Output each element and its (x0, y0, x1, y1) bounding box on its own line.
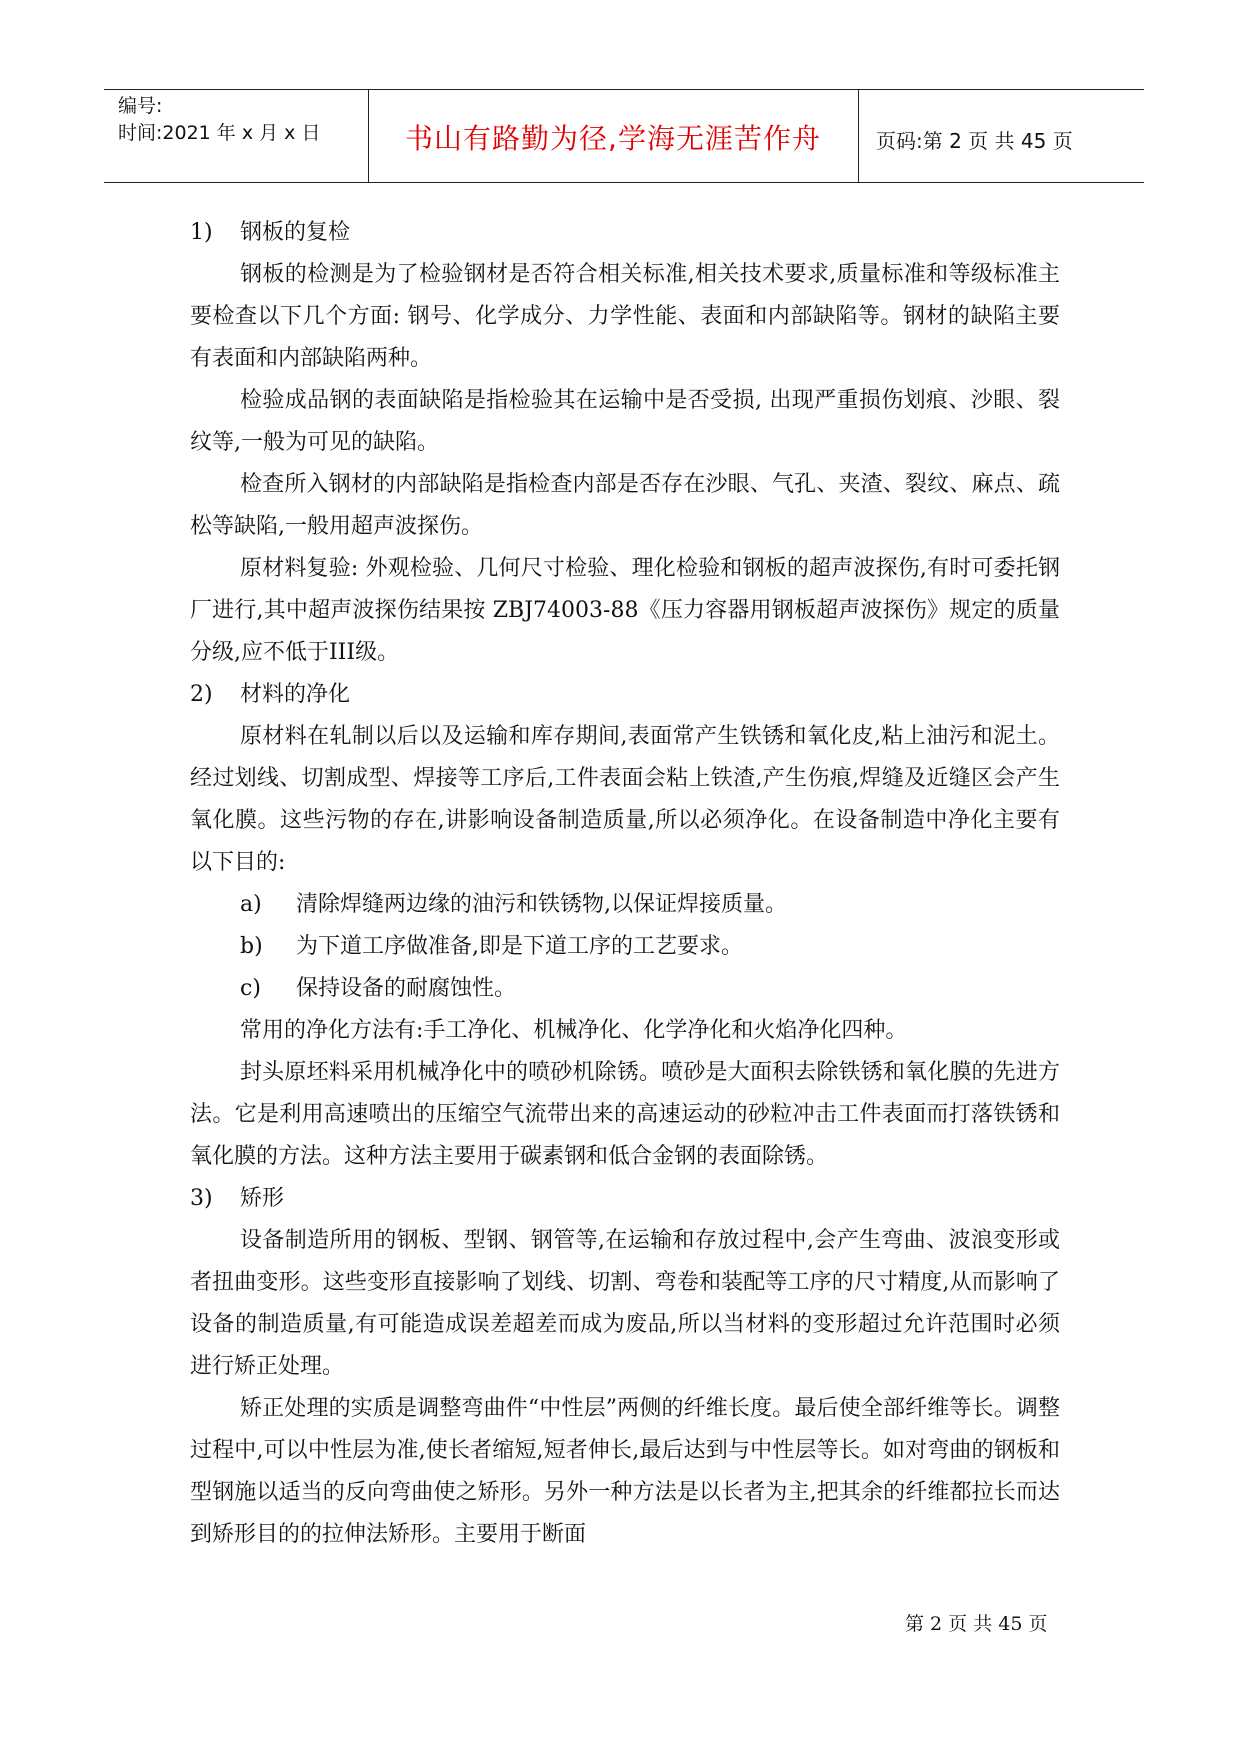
paragraph: 原材料在轧制以后以及运输和库存期间,表面常产生铁锈和氧化皮,粘上油污和泥土。经过划线、切割成型、焊接等工序后,工件表面会粘上铁渣,产生伤痕,焊缝及近缝区会产生氧化膜。这些污物的存在,讲影响设备制造质量,所以必须净化。在设备制造中净化主要有以下目的: (190, 724, 1060, 875)
list-item (190, 968, 1060, 1010)
paragraph: 矫正处理的实质是调整弯曲件“中性层”两侧的纤维长度。最后使全部纤维等长。调整过程中,可以中性层为准,使长者缩短,短者伸长,最后达到与中性层等长。如对弯曲的钢板和型钢施以适当的反向弯曲使之矫形。另外一种方法是以长者为主,把其余的纤维都拉长而达到矫形目的的拉伸法矫形。主要用于断面 (190, 1396, 1060, 1547)
section-title: 钢板的复检 (240, 220, 351, 245)
document-body (190, 212, 1060, 1556)
document-time-label: 时间:2021 年 x 月 x 日 (118, 122, 321, 144)
section-title: 材料的净化 (240, 682, 351, 707)
section-title: 矫形 (240, 1186, 285, 1211)
paragraph: 封头原坯料采用机械净化中的喷砂机除锈。喷砂是大面积去除铁锈和氧化膜的先进方法。它是利用高速喷出的压缩空气流带出来的高速运动的砂粒冲击工件表面而打落铁锈和氧化膜的方法。这种方法主要用于碳素钢和低合金钢的表面除锈。 (190, 1060, 1060, 1169)
section-heading-2 (190, 674, 1060, 716)
header-bottom-rule (104, 182, 1144, 183)
paragraph: 检查所入钢材的内部缺陷是指检查内部是否存在沙眼、气孔、夹渣、裂纹、麻点、疏松等缺陷,一般用超声波探伤。 (190, 472, 1060, 539)
section-heading-3 (190, 1178, 1060, 1220)
paragraph: 常用的净化方法有:手工净化、机械净化、化学净化和火焰净化四种。 (240, 1018, 908, 1043)
section-number: 3) (190, 1186, 213, 1211)
section-number: 1) (190, 220, 213, 245)
header-page-number: 页码:第 2 页 共 45 页 (876, 129, 1073, 153)
section-heading-1 (190, 212, 1060, 254)
section-number: 2) (190, 682, 213, 707)
list-item-text: 保持设备的耐腐蚀性。 (296, 976, 517, 1001)
list-item-text: 清除焊缝两边缘的油污和铁锈物,以保证焊接质量。 (296, 892, 787, 917)
page-footer: 第 2 页 共 45 页 (905, 1613, 1048, 1635)
list-marker: b) (240, 934, 263, 959)
paragraph: 原材料复验: 外观检验、几何尺寸检验、理化检验和钢板的超声波探伤,有时可委托钢厂进行,其中超声波探伤结果按 ZBJ74003-88《压力容器用钢板超声波探伤》规定的质量分级,应不低于III级。 (190, 556, 1060, 665)
header-meta (118, 93, 364, 147)
list-item (190, 926, 1060, 968)
paragraph: 检验成品钢的表面缺陷是指检验其在运输中是否受损, 出现严重损伤划痕、沙眼、裂纹等,一般为可见的缺陷。 (190, 388, 1060, 455)
header-divider-right (858, 89, 859, 183)
list-item-text: 为下道工序做准备,即是下道工序的工艺要求。 (296, 934, 743, 959)
paragraph: 钢板的检测是为了检验钢材是否符合相关标准,相关技术要求,质量标准和等级标准主要检查以下几个方面: 钢号、化学成分、力学性能、表面和内部缺陷等。钢材的缺陷主要有表面和内部缺陷两种。 (190, 262, 1060, 371)
paragraph: 设备制造所用的钢板、型钢、钢管等,在运输和存放过程中,会产生弯曲、波浪变形或者扭曲变形。这些变形直接影响了划线、切割、弯卷和装配等工序的尺寸精度,从而影响了设备的制造质量,有可能造成误差超差而成为废品,所以当材料的变形超过允许范围时必须进行矫正处理。 (190, 1228, 1060, 1379)
list-marker: a) (240, 892, 262, 917)
header-top-rule (104, 89, 1144, 90)
list-item (190, 884, 1060, 926)
document-number-label: 编号: (118, 95, 163, 117)
page-header (104, 89, 1144, 183)
list-marker: c) (240, 976, 261, 1001)
header-motto: 书山有路勤为径,学海无涯苦作舟 (405, 122, 821, 155)
